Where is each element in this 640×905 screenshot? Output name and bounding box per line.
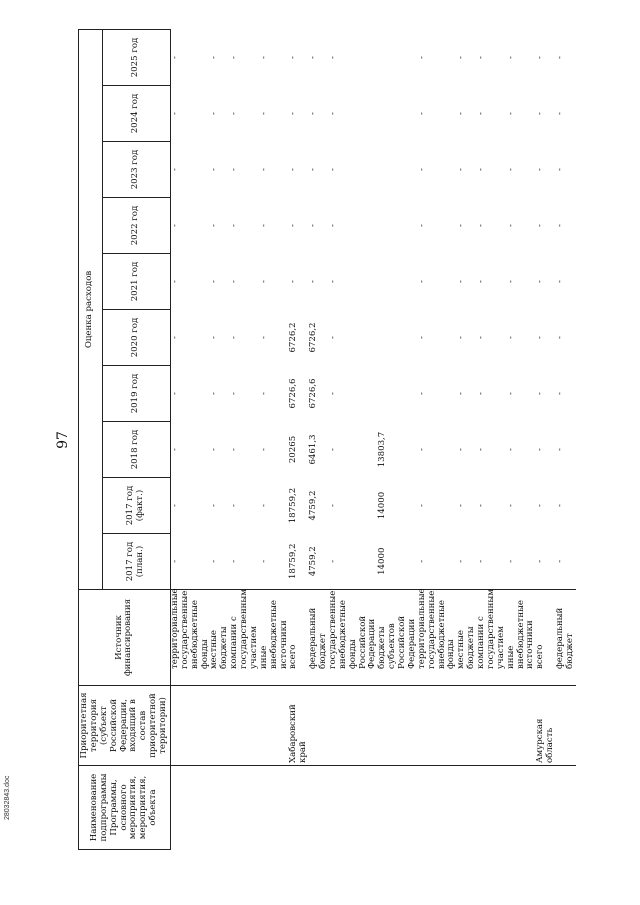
value-cell: - bbox=[258, 56, 269, 59]
value-cell: - bbox=[169, 280, 180, 283]
value-cell: - bbox=[505, 448, 516, 451]
value-cell: - bbox=[258, 336, 269, 339]
rotated-content bbox=[50, 30, 575, 850]
value-cell: - bbox=[308, 224, 319, 227]
table-row bbox=[477, 29, 507, 849]
value-cell: - bbox=[169, 336, 180, 339]
value-cell: - bbox=[327, 559, 338, 563]
value-cell: - bbox=[258, 280, 269, 283]
header-year: 2023 год bbox=[102, 142, 170, 198]
header-territory: Приоритетная территория (субъект Российской Федерации, входящий в состав приоритетной территории) bbox=[79, 686, 171, 766]
value-cell: - bbox=[535, 392, 546, 395]
value-cell: - bbox=[258, 168, 269, 171]
table-row bbox=[289, 29, 309, 849]
value-cell: - bbox=[169, 168, 180, 171]
value-cell: - bbox=[209, 448, 220, 451]
value-cell bbox=[378, 142, 418, 198]
value-cell: - bbox=[555, 224, 565, 227]
value-cell: - bbox=[258, 504, 269, 507]
value-cell: - bbox=[229, 392, 240, 395]
header-year: 2017 год (факт.) bbox=[102, 478, 170, 534]
value-cell: - bbox=[209, 280, 220, 283]
value-cell: - bbox=[456, 112, 467, 115]
value-cell: - bbox=[456, 168, 467, 171]
value-cell: - bbox=[169, 392, 180, 395]
value-cell: - bbox=[535, 112, 546, 115]
value-cell: - bbox=[456, 392, 467, 395]
value-cell: 6726,6 bbox=[308, 378, 319, 409]
value-cell: - bbox=[456, 224, 467, 227]
value-cell: - bbox=[505, 112, 516, 115]
territory-cell bbox=[457, 686, 477, 766]
name-cell bbox=[556, 766, 576, 850]
value-cell: - bbox=[476, 392, 486, 395]
value-cell: - bbox=[476, 504, 486, 507]
source-cell: бюджеты субъектов Российской Федерации bbox=[378, 590, 418, 686]
value-cell: 18759,2 bbox=[288, 487, 299, 524]
territory-cell bbox=[210, 686, 230, 766]
value-cell: - bbox=[416, 392, 427, 395]
value-cell: - bbox=[456, 559, 467, 563]
expenditure-table bbox=[78, 29, 576, 850]
value-cell: - bbox=[169, 224, 180, 227]
value-cell: - bbox=[505, 559, 516, 563]
value-cell: - bbox=[416, 559, 427, 563]
header-name: Наименование подпрограммы Программы, основного мероприятия, мероприятия, объекта bbox=[79, 766, 171, 850]
table-row bbox=[210, 29, 230, 849]
value-cell: - bbox=[456, 504, 467, 507]
name-cell bbox=[378, 766, 418, 850]
name-cell bbox=[507, 766, 537, 850]
header-year: 2025 год bbox=[102, 29, 170, 85]
value-cell: - bbox=[505, 224, 516, 227]
name-cell bbox=[170, 766, 210, 850]
value-cell: - bbox=[308, 280, 319, 283]
header-year: 2018 год bbox=[102, 422, 170, 478]
value-cell: - bbox=[209, 559, 220, 563]
value-cell: - bbox=[258, 224, 269, 227]
value-cell: - bbox=[416, 336, 427, 339]
value-cell: 14000 bbox=[377, 547, 388, 575]
territory-cell: Амурская область bbox=[536, 686, 556, 766]
value-cell: 4759,2 bbox=[308, 546, 319, 577]
source-cell: федеральный бюджет bbox=[556, 590, 576, 686]
value-cell: - bbox=[476, 448, 486, 451]
value-cell: - bbox=[209, 168, 220, 171]
value-cell: - bbox=[229, 559, 240, 563]
value-cell: - bbox=[555, 504, 565, 507]
value-cell: - bbox=[209, 336, 220, 339]
value-cell: - bbox=[555, 448, 565, 451]
value-cell: - bbox=[327, 336, 338, 339]
value-cell: - bbox=[416, 168, 427, 171]
value-cell bbox=[378, 198, 418, 254]
value-cell: - bbox=[476, 224, 486, 227]
territory-cell bbox=[170, 686, 210, 766]
value-cell: - bbox=[308, 112, 319, 115]
territory-cell bbox=[477, 686, 507, 766]
value-cell: - bbox=[327, 504, 338, 507]
value-cell: - bbox=[327, 168, 338, 171]
source-cell: территориальные государственные внебюджетные фонды bbox=[170, 590, 210, 686]
value-cell: - bbox=[505, 280, 516, 283]
value-cell: - bbox=[169, 504, 180, 507]
table-row bbox=[556, 29, 576, 849]
value-cell: - bbox=[327, 112, 338, 115]
source-cell: местные бюджеты bbox=[457, 590, 477, 686]
value-cell: - bbox=[327, 448, 338, 451]
value-cell: - bbox=[555, 56, 565, 59]
value-cell: - bbox=[456, 336, 467, 339]
value-cell: - bbox=[327, 224, 338, 227]
value-cell: - bbox=[169, 559, 180, 563]
source-cell: иные внебюджетные источники bbox=[260, 590, 290, 686]
name-cell bbox=[210, 766, 230, 850]
value-cell: - bbox=[229, 336, 240, 339]
name-cell bbox=[418, 766, 458, 850]
value-cell: 20265 bbox=[288, 435, 299, 464]
value-cell: - bbox=[476, 559, 486, 563]
value-cell: - bbox=[555, 559, 565, 563]
value-cell: - bbox=[288, 168, 299, 171]
value-cell: - bbox=[535, 56, 546, 59]
name-cell bbox=[477, 766, 507, 850]
source-cell: всего bbox=[289, 590, 309, 686]
value-cell: - bbox=[555, 392, 565, 395]
value-cell: - bbox=[416, 448, 427, 451]
name-cell bbox=[260, 766, 290, 850]
source-cell: компании с государственным участием bbox=[477, 590, 507, 686]
territory-cell: Хабаровский край bbox=[289, 686, 309, 766]
value-cell: - bbox=[308, 168, 319, 171]
value-cell: - bbox=[258, 392, 269, 395]
source-cell: территориальные государственные внебюджетные фонды bbox=[418, 590, 458, 686]
value-cell: 6726,6 bbox=[288, 378, 299, 409]
value-cell: - bbox=[476, 280, 486, 283]
source-cell: компании с государственным участием bbox=[230, 590, 260, 686]
name-cell bbox=[309, 766, 329, 850]
value-cell: - bbox=[288, 112, 299, 115]
value-cell: - bbox=[229, 448, 240, 451]
value-cell: - bbox=[229, 56, 240, 59]
value-cell: - bbox=[229, 112, 240, 115]
name-cell bbox=[289, 766, 309, 850]
value-cell: - bbox=[535, 224, 546, 227]
value-cell: - bbox=[456, 56, 467, 59]
value-cell: - bbox=[476, 112, 486, 115]
territory-cell bbox=[230, 686, 260, 766]
value-cell: - bbox=[555, 336, 565, 339]
source-cell: государственные внебюджетные фонды Российской Федерации bbox=[329, 590, 378, 686]
value-cell bbox=[378, 366, 418, 422]
value-cell: - bbox=[327, 56, 338, 59]
value-cell: - bbox=[209, 112, 220, 115]
territory-cell bbox=[309, 686, 329, 766]
document-id: 28032843.doc bbox=[4, 775, 11, 820]
table-body bbox=[170, 29, 575, 849]
value-cell bbox=[378, 29, 418, 85]
table-row bbox=[457, 29, 477, 849]
header-year: 2024 год bbox=[102, 86, 170, 142]
value-cell: - bbox=[416, 224, 427, 227]
value-cell: 6726,2 bbox=[288, 322, 299, 353]
value-cell: - bbox=[555, 280, 565, 283]
value-cell: - bbox=[456, 448, 467, 451]
value-cell: - bbox=[505, 56, 516, 59]
territory-cell bbox=[378, 686, 418, 766]
value-cell: 13803,7 bbox=[377, 431, 388, 468]
value-cell: - bbox=[229, 504, 240, 507]
header-year: 2022 год bbox=[102, 198, 170, 254]
value-cell: - bbox=[476, 56, 486, 59]
header-year: 2017 год (план.) bbox=[102, 534, 170, 590]
value-cell: - bbox=[229, 224, 240, 227]
name-cell bbox=[329, 766, 378, 850]
table-row bbox=[536, 29, 556, 849]
value-cell: - bbox=[555, 112, 565, 115]
table-row bbox=[378, 29, 418, 849]
value-cell: - bbox=[229, 280, 240, 283]
value-cell: 4759,2 bbox=[308, 490, 319, 521]
value-cell: - bbox=[476, 168, 486, 171]
value-cell: - bbox=[327, 280, 338, 283]
table-row bbox=[170, 29, 210, 849]
value-cell: - bbox=[169, 112, 180, 115]
value-cell: - bbox=[258, 559, 269, 563]
value-cell: - bbox=[535, 559, 546, 563]
value-cell: - bbox=[288, 224, 299, 227]
value-cell: - bbox=[258, 448, 269, 451]
value-cell: - bbox=[327, 392, 338, 395]
value-cell: - bbox=[416, 112, 427, 115]
value-cell: - bbox=[258, 112, 269, 115]
territory-cell bbox=[329, 686, 378, 766]
header-year: 2019 год bbox=[102, 366, 170, 422]
source-cell: иные внебюджетные источники bbox=[507, 590, 537, 686]
value-cell: 18759,2 bbox=[288, 543, 299, 580]
value-cell: - bbox=[169, 448, 180, 451]
value-cell: 6461,3 bbox=[308, 434, 319, 465]
table-row bbox=[260, 29, 290, 849]
value-cell: - bbox=[505, 504, 516, 507]
value-cell: - bbox=[209, 224, 220, 227]
value-cell: - bbox=[416, 56, 427, 59]
territory-cell bbox=[418, 686, 458, 766]
value-cell: - bbox=[288, 56, 299, 59]
value-cell: - bbox=[416, 280, 427, 283]
table-row bbox=[230, 29, 260, 849]
table-row bbox=[418, 29, 458, 849]
value-cell: - bbox=[229, 168, 240, 171]
source-cell: всего bbox=[536, 590, 556, 686]
name-cell bbox=[230, 766, 260, 850]
name-cell bbox=[457, 766, 477, 850]
table-row bbox=[507, 29, 537, 849]
value-cell: - bbox=[476, 336, 486, 339]
header-year: 2021 год bbox=[102, 254, 170, 310]
value-cell: - bbox=[209, 504, 220, 507]
value-cell: - bbox=[535, 504, 546, 507]
value-cell: - bbox=[535, 336, 546, 339]
value-cell: - bbox=[535, 448, 546, 451]
header-expense-estimate: Оценка расходов bbox=[79, 29, 103, 589]
territory-cell bbox=[260, 686, 290, 766]
value-cell: 6726,2 bbox=[308, 322, 319, 353]
value-cell: - bbox=[416, 504, 427, 507]
table-row bbox=[329, 29, 378, 849]
value-cell: - bbox=[308, 56, 319, 59]
territory-cell bbox=[556, 686, 576, 766]
value-cell: - bbox=[505, 168, 516, 171]
value-cell: 14000 bbox=[377, 491, 388, 520]
name-cell bbox=[536, 766, 556, 850]
header-source: Источник финансирования bbox=[79, 590, 171, 686]
source-cell: местные бюджеты bbox=[210, 590, 230, 686]
value-cell bbox=[378, 254, 418, 310]
value-cell: - bbox=[555, 168, 565, 171]
value-cell: - bbox=[456, 280, 467, 283]
header-year: 2020 год bbox=[102, 310, 170, 366]
value-cell: - bbox=[288, 280, 299, 283]
value-cell: - bbox=[209, 392, 220, 395]
value-cell: - bbox=[535, 168, 546, 171]
value-cell: - bbox=[535, 280, 546, 283]
value-cell: - bbox=[169, 56, 180, 59]
value-cell bbox=[378, 86, 418, 142]
territory-cell bbox=[507, 686, 537, 766]
source-cell: федеральный бюджет bbox=[309, 590, 329, 686]
value-cell bbox=[378, 310, 418, 366]
table-row bbox=[309, 29, 329, 849]
value-cell: - bbox=[505, 392, 516, 395]
value-cell: - bbox=[209, 56, 220, 59]
value-cell: - bbox=[505, 336, 516, 339]
page-number: 97 bbox=[55, 431, 71, 449]
